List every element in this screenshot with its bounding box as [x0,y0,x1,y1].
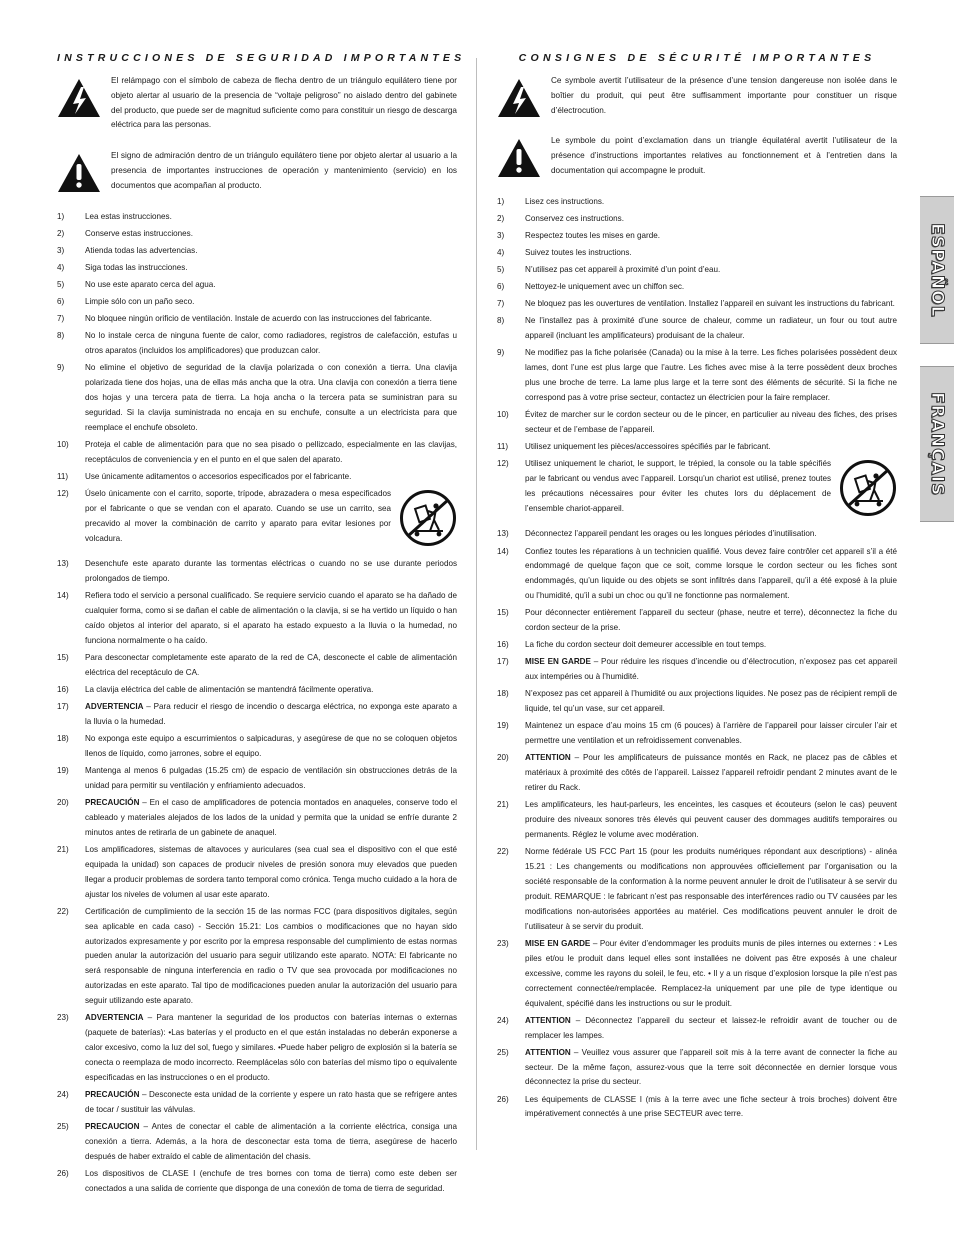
item-keyword: PRECAUCION [85,1122,140,1132]
spanish-column [57,52,466,1199]
item-body-text: Atienda todas las advertencias. [85,245,198,255]
item-number: 16) [57,684,69,694]
language-tab-espanol[interactable] [920,196,954,344]
french-heading: CONSIGNES DE SÉCURITÉ IMPORTANTES [518,52,876,64]
item-body-text: Úselo únicamente con el carrito, soporte, trípode, abrazadera o mesa especificados por el fabricante o que se vendan con el aparato. Cuando se use un carrito, sea precavido al mover la combinación de carrito y aparato para evitar lesiones por volcadura. [85,489,391,543]
item-number: 12) [497,459,509,469]
list-item [57,438,457,468]
list-item [57,905,457,1009]
item-number: 25) [497,1047,509,1057]
item-body-text: Mantenga al menos 6 pulgadas (15.25 cm) de espacio de ventilación sin obstrucciones detrás de la unidad para permitir su ventilación y enfriamiento adecuados. [85,766,457,790]
item-number: 6) [497,282,505,292]
item-text [525,719,897,749]
list-item [57,589,457,649]
item-body-text: Déconnectez l’appareil pendant les orages ou les longues périodes d’inutilisation. [525,529,817,539]
item-number: 19) [57,766,69,776]
list-item [497,655,897,685]
item-number: 7) [497,299,505,309]
item-number: 26) [57,1168,69,1178]
list-item [497,297,897,312]
list-item [497,1014,897,1044]
item-keyword: ADVERTENCIA [85,702,144,712]
item-text [525,297,897,312]
item-keyword: ATTENTION [525,1047,571,1057]
list-item [57,227,457,242]
language-tab-francais[interactable] [920,366,954,522]
list-item [57,244,457,259]
item-number: 4) [57,262,65,272]
item-text [85,361,457,436]
item-body-text: Conservez ces instructions. [525,213,624,223]
item-text [85,1011,457,1086]
item-number: 10) [57,439,69,449]
list-item [57,651,457,681]
item-text [85,732,457,762]
item-text [85,312,457,327]
item-text [85,470,457,485]
item-body-text: Ne l’installez pas à proximité d’une source de chaleur, comme un radiateur, un four ou tout autre appareil (incluant les amplificateurs) produisant de la chaleur. [525,316,897,341]
item-body-text: Los amplificadores, sistemas de altavoces y auriculares (sea cual sea el dispositivo con el que esté equipada la unidad) son capaces de producir niveles de presión sonora muy elevados que pueden llegar a producir problemas de sordera tanto temporal como crónica. Tenga mucho cuidado a la hora de ajustar los niveles de volumen al usar este aparato. [85,844,457,899]
french-instructions-list [497,195,897,1123]
item-text [85,261,457,276]
list-item [57,278,457,293]
item-text [525,545,897,605]
item-body-text: – Para mantener la seguridad de los productos con baterías internas o externas (paquete de baterías): •Las baterías y el producto en el que están instaladas no deberán exponerse a calor excesivo, como la luz del sol, fuego y similares. •Puede haber peligro de explosión si la batería se conecta o reemplaza de modo incorrecto. Reemplácelas sólo con baterías del mismo tipo o equivalente especificadas en las instrucciones o en el producto. [85,1013,457,1082]
item-text [85,278,457,293]
item-text [525,606,897,636]
item-number: 14) [57,591,69,601]
list-item [57,1120,457,1165]
item-text [525,845,897,934]
list-item [497,719,897,749]
item-body-text: N’utilisez pas cet appareil à proximité d’un point d’eau. [525,265,721,275]
exclamation-triangle-icon [497,138,551,178]
item-number: 26) [497,1094,509,1104]
item-number: 10) [497,410,509,420]
item-body-text: Utilisez uniquement les pièces/accessoires spécifiés par le fabricant. [525,442,771,452]
item-keyword: ATTENTION [525,1015,571,1025]
item-number: 9) [497,348,505,358]
item-number: 5) [57,279,65,289]
item-text [525,408,897,438]
list-item [57,1088,457,1118]
item-text [525,1093,897,1123]
list-item [497,798,897,843]
item-number: 16) [497,640,509,650]
item-text [525,440,897,455]
list-item [497,845,897,934]
item-text [85,295,457,310]
list-item [57,557,457,587]
item-body-text: N’exposez pas cet appareil à l’humidité ou aux projections liquides. Ne posez pas de récipient rempli de liquide, tel qu’un vase, sur cet appareil. [525,689,897,714]
exclamation-triangle-icon [57,153,111,193]
item-body-text: Pour déconnecter entièrement l’appareil du secteur (phase, neutre et terre), déconnectez la fiche du cordon secteur de la prise. [525,608,897,633]
item-body-text: Les équipements de CLASSE I (mis à la terre avec une fiche secteur à trois broches) doivent être impérativement connectés à une prise SECTEUR avec terre. [525,1094,897,1119]
item-body-text: Respectez toutes les mises en garde. [525,230,660,240]
exclamation-warning [57,149,457,193]
item-number: 21) [57,844,69,854]
item-number: 12) [57,489,69,499]
item-body-text: Refiera todo el servicio a personal cualificado. Se requiere servicio cuando el aparato se ha dañado de cualquier forma, como si se dañan el cable de alimentación o la clavija, si se ha vertido un líquido o han caído objetos al interior del aparato, si el aparato ha estado expuesto a la lluvia o la humedad, no funciona normalmente o ha caído. [85,591,457,645]
item-number: 24) [497,1015,509,1025]
item-keyword: ADVERTENCIA [85,1013,144,1023]
item-text [525,638,897,653]
item-text [85,1120,457,1165]
item-number: 3) [497,230,505,240]
item-text [85,764,457,794]
cart-tipover-warning-icon [399,489,457,553]
item-number: 25) [57,1122,69,1132]
list-item [497,1093,897,1123]
item-text [525,195,897,210]
item-number: 14) [497,546,509,556]
lightning-warning [57,74,457,133]
list-item [57,295,457,310]
item-keyword: MISE EN GARDE [525,657,591,667]
item-keyword: MISE EN GARDE [525,938,591,948]
item-text [85,210,457,225]
item-body-text: – Antes de conectar el cable de alimentación a la corriente eléctrica, consiga una conexión a tierra. Además, a la hora de desconectar esta toma de tierra, asegúrese de hacerlo después de haber extraído el cable de alimentación del chasis. [85,1122,457,1161]
item-number: 19) [497,721,509,731]
item-body-text: Utilisez uniquement le chariot, le support, le trépied, la console ou la table spécifiés par le fabricant ou vendus avec l’appareil. Lorsqu’un chariot est utilisé, prenez toutes les précautions nécessaires pour éviter les chutes lors du déplacement de l’ensemble chariot-appareil. [525,459,831,514]
item-text [525,751,897,796]
item-body-text: Norme fédérale US FCC Part 15 (pour les produits numériques répondant aux descriptions) - alinéa 15.21 : Les changements ou modifications non approuvées officiellement par l’organisation ou la société responsable de la conformation à la norme peuvent annuler le droit de l’utilisateur à se servir du produit. REMARQUE : le fabricant n’est pas responsable des interférences radio ou TV causées par les modifications non-autorisées apportées au matériel. Ces modifications peuvent annuler le droit de l’utilisateur à se servir du produit. [525,847,897,931]
lightning-triangle-icon [497,78,551,118]
item-body-text: La clavija eléctrica del cable de alimentación se mantendrá fácilmente operativa. [85,684,374,694]
lightning-warning-text: El relámpago con el símbolo de cabeza de flecha dentro de un triángulo equilátero tiene por objeto alertar al usuario de la presencia de “voltaje peligroso” no aislado dentro del gabinete del producto, que puede ser de magnitud suficiente como para constituir un riesgo de descarga eléctrica para las personas. [111,76,457,130]
list-item [497,545,897,605]
item-body-text: – Déconnectez l’appareil du secteur et laissez-le refroidir avant de toucher ou de remplacer les lampes. [525,1015,897,1040]
item-number: 2) [497,213,505,223]
list-item [57,470,457,485]
item-body-text: La fiche du cordon secteur doit demeurer accessible en tout temps. [525,640,767,650]
item-keyword: PRECAUCIÓN [85,1090,140,1100]
item-text [525,655,897,685]
list-item [57,732,457,762]
item-number: 2) [57,228,65,238]
list-item [497,440,897,455]
item-keyword: ATTENTION [525,753,571,763]
item-text [525,798,897,843]
item-text [85,329,457,359]
list-item [57,210,457,225]
item-body-text: Use únicamente aditamentos o accesorios especificados por el fabricante. [85,471,352,481]
item-number: 11) [57,471,69,481]
item-number: 22) [57,906,69,916]
list-item [57,312,457,327]
item-text [85,244,457,259]
spanish-heading: INSTRUCCIONES DE SEGURIDAD IMPORTANTES [57,52,466,64]
lightning-warning [497,74,897,118]
item-text [85,487,457,555]
item-body-text: No bloquee ningún orificio de ventilación. Instale de acuerdo con las instrucciones del fabricante. [85,314,432,324]
item-body-text: Siga todas las instrucciones. [85,262,188,272]
list-item [497,457,897,525]
item-number: 20) [57,798,69,808]
language-tab-label: FRANÇAIS [927,391,947,497]
item-number: 4) [497,248,505,258]
item-body-text: Confiez toutes les réparations à un technicien qualifié. Vous devez faire contrôler cet appareil s’il a été endommagé de quelque façon que ce soit, comme lorsque le cordon secteur ou les fiches sont endommagés, qu’un liquide ou des objets se sont infiltrés dans l’appareil, qu’il a été exposé à la pluie ou l’humidité, qu’il a subi un choc ou qu’il ne fonctionne pas normalement. [525,546,897,601]
item-text [525,1014,897,1044]
item-text [85,700,457,730]
item-body-text: – En el caso de amplificadores de potencia montados en anaqueles, conserve todo el cableado y materiales alejados de los lados de la unidad y permita que la unidad se enfríe durante 2 minutos antes de retirarla de un gabinete de anaquel. [85,798,457,837]
spanish-instructions-list [57,210,457,1197]
list-item [497,346,897,406]
list-item [57,796,457,841]
item-text [525,314,897,344]
item-number: 11) [497,442,509,452]
item-text [85,796,457,841]
item-number: 1) [57,211,65,221]
exclamation-warning-text: Le symbole du point d’exclamation dans un triangle équilatéral avertit l’utilisateur de la présence d’instructions importantes relatives au fonctionnement et à l’entretien dans la documentation qui accompagne le produit. [551,136,897,175]
item-number: 15) [57,652,69,662]
item-text [85,1088,457,1118]
item-number: 17) [497,657,509,667]
list-item [497,314,897,344]
column-divider [476,58,477,1150]
item-text [525,263,897,278]
item-number: 23) [57,1013,69,1023]
item-number: 6) [57,297,65,307]
item-text [85,438,457,468]
list-item [57,487,457,555]
item-body-text: Maintenez un espace d’au moins 15 cm (6 pouces) à l’arrière de l’appareil pour laisser circuler l’air et permettre une ventilation et un refroidissement convenables. [525,721,897,746]
item-text [85,1167,457,1197]
list-item [57,361,457,436]
list-item [57,764,457,794]
list-item [497,937,897,1012]
cart-tipover-warning-icon [839,459,897,523]
item-text [525,687,897,717]
item-number: 8) [497,316,505,326]
item-number: 23) [497,938,509,948]
list-item [497,212,897,227]
item-text [525,246,897,261]
item-body-text: Proteja el cable de alimentación para que no sea pisado o pellizcado, especialmente en las clavijas, receptáculos de conveniencia y en el punto en el que salen del aparato. [85,439,457,464]
language-tab-label: ESPAÑOL [927,222,947,318]
list-item [497,606,897,636]
item-number: 13) [57,559,69,569]
item-text [525,1046,897,1091]
item-number: 21) [497,800,509,810]
item-body-text: – Pour réduire les risques d’incendie ou d’électrocution, n’exposez pas cet appareil aux intempéries ou à l’humidité. [525,657,897,682]
item-body-text: No elimine el objetivo de seguridad de la clavija polarizada o con conexión a tierra. Una clavija polarizada tiene dos hojas, una de ellas más ancha que la otra. Una clavija con conexión a tierra tiene dos hojas y una tercera pata de tierra. La hoja ancha o la tercera pata se suministran para su seguridad. Si la clavija suministrada no encaja en su enchufe, consulte a un electricista para que reemplace el enchufe obsoleto. [85,363,457,432]
list-item [57,700,457,730]
item-text [85,683,457,698]
list-item [497,408,897,438]
item-number: 3) [57,245,65,255]
item-body-text: Les amplificateurs, les haut-parleurs, les enceintes, les casques et écouteurs (selon le cas) peuvent produire des niveaux sonores très élevés qui peuvent causer des dommages auditifs temporaires ou permanents. Réglez le volume avec modération. [525,800,897,840]
exclamation-warning-text: El signo de admiración dentro de un triángulo equilátero tiene por objeto alertar al usuario a la presencia de importantes instrucciones de operación y mantenimiento (servicio) en los documentos que acompañan al producto. [111,151,457,190]
item-text [525,212,897,227]
item-keyword: PRECAUCIÓN [85,798,140,808]
item-text [85,905,457,1009]
item-number: 15) [497,608,509,618]
item-number: 24) [57,1090,69,1100]
item-text [525,527,897,542]
list-item [57,1011,457,1086]
item-text [525,937,897,1012]
lightning-warning-text: Ce symbole avertit l’utilisateur de la présence d’une tension dangereuse non isolée dans le boîtier du produit, qui peut être suffisamment importante pour constituer un risque d’électrocution. [551,76,897,115]
item-text [525,229,897,244]
list-item [57,1167,457,1197]
item-text [85,589,457,649]
list-item [497,687,897,717]
item-number: 22) [497,847,509,857]
item-body-text: Ne bloquez pas les ouvertures de ventilation. Installez l’appareil en suivant les instructions du fabricant. [525,299,895,309]
list-item [57,261,457,276]
exclamation-warning [497,134,897,178]
list-item [497,229,897,244]
item-number: 7) [57,314,65,324]
item-body-text: – Para reducir el riesgo de incendio o descarga eléctrica, no exponga este aparato a la lluvia o la humedad. [85,702,457,726]
item-body-text: No lo instale cerca de ninguna fuente de calor, como radiadores, registros de calefacción, estufas u otros aparatos (incluidos los amplificadores) que produzcan calor. [85,331,457,356]
item-number: 9) [57,363,65,373]
item-body-text: – Veuillez vous assurer que l’appareil soit mis à la terre avant de connecter la fiche au secteur. De la même façon, assurez-vous que la terre soit déconnectée en dernier lorsque vous déconnectez la prise du secteur. [525,1047,897,1087]
item-body-text: No use este aparato cerca del agua. [85,279,216,289]
item-number: 20) [497,753,509,763]
item-text [85,651,457,681]
list-item [57,329,457,359]
item-text [525,346,897,406]
item-body-text: Lisez ces instructions. [525,196,605,206]
item-body-text: Desenchufe este aparato durante las tormentas eléctricas o cuando no se use durante periodos prolongados de tiempo. [85,559,457,584]
item-body-text: Suivez toutes les instructions. [525,248,632,258]
item-text [525,280,897,295]
item-text [85,843,457,903]
list-item [497,1046,897,1091]
item-body-text: No exponga este equipo a escurrimientos o salpicaduras, y asegúrese de que no se coloquen objetos llenos de líquido, como jarrones, sobre el equipo. [85,734,457,758]
item-body-text: Certificación de cumplimiento de la sección 15 de las normas FCC (para dispositivos digitales, según sea aplicable en cada caso) - Sección 15.21: Los cambios o modificaciones que no hayan sido autorizados expresamente y por escrito por la empresa responsable del cumplimiento de estas normas pueden anular la autorización del usuario para seguir utilizando este aparato. NOTA: El fabricante no será responsable de ninguna interferencia en radio o TV que sea provocada por modificaciones no autorizadas en este aparato. Tal tipo de modificaciones pueden anular la autorización del usuario para seguir utilizando este aparato. [85,906,457,1006]
list-item [497,527,897,542]
item-number: 17) [57,702,69,712]
item-number: 18) [57,734,69,744]
list-item [497,246,897,261]
item-text [525,457,897,525]
item-number: 18) [497,689,509,699]
list-item [497,751,897,796]
item-body-text: Lea estas instrucciones. [85,211,172,221]
item-body-text: Nettoyez-le uniquement avec un chiffon sec. [525,282,685,292]
item-body-text: Conserve estas instrucciones. [85,228,193,238]
item-body-text: – Desconecte esta unidad de la corriente y espere un rato hasta que se refrigere antes de tocar / sustituir las válvulas. [85,1090,457,1114]
item-body-text: – Pour éviter d’endommager les produits munis de piles internes ou externes : • Les piles et/ou le produit dans lequel elles sont installées ne doivent pas être exposés à une chaleur excessive, comme les rayons du soleil, le feu, etc. • Il y a un risque d’explosion lorsque la pile n’est pas correctement connectée/remplacée. Remplacez-la uniquement par une pile de type identique ou équivalent, spécifié dans les instructions ou sur le produit. [525,938,897,1008]
item-body-text: Para desconectar completamente este aparato de la red de CA, desconecte el cable de alimentación eléctrica del receptáculo de CA. [85,652,457,677]
item-body-text: Ne modifiez pas la fiche polarisée (Canada) ou la mise à la terre. Les fiches polarisées possèdent deux lames, dont l’une est plus large que l’autre. Les fiches avec mise à la terre possèdent deux broches plus une broche de terre. La lame plus large et la terre sont des éléments de sécurité. Si la fiche ne correspond pas à votre prise secteur, contactez un électricien pour la faire remplacer. [525,348,897,403]
list-item [497,280,897,295]
list-item [497,195,897,210]
item-body-text: – Pour les amplificateurs de puissance montés en Rack, ne placez pas de câbles et matériaux à proximité des côtés de l’appareil. Laissez l’appareil refroidir pendant 2 minutes avant de le retirer du Rack. [525,753,897,793]
item-body-text: Los dispositivos de CLASE I (enchufe de tres bornes con toma de tierra) como este deben ser conectados a una salida de corriente que disponga de una conexión de toma de tierra de seguridad. [85,1168,457,1193]
item-number: 13) [497,529,509,539]
french-column [497,52,897,1125]
item-text [85,227,457,242]
list-item [497,263,897,278]
list-item [57,843,457,903]
item-text [85,557,457,587]
item-number: 1) [497,196,505,206]
item-number: 8) [57,331,65,341]
item-number: 5) [497,265,505,275]
item-body-text: Limpie sólo con un paño seco. [85,297,195,307]
list-item [497,638,897,653]
list-item [57,683,457,698]
item-body-text: Évitez de marcher sur le cordon secteur ou de le pincer, en particulier au niveau des fiches, des prises secteur et de l’embase de l’appareil. [525,410,897,435]
lightning-triangle-icon [57,78,111,118]
